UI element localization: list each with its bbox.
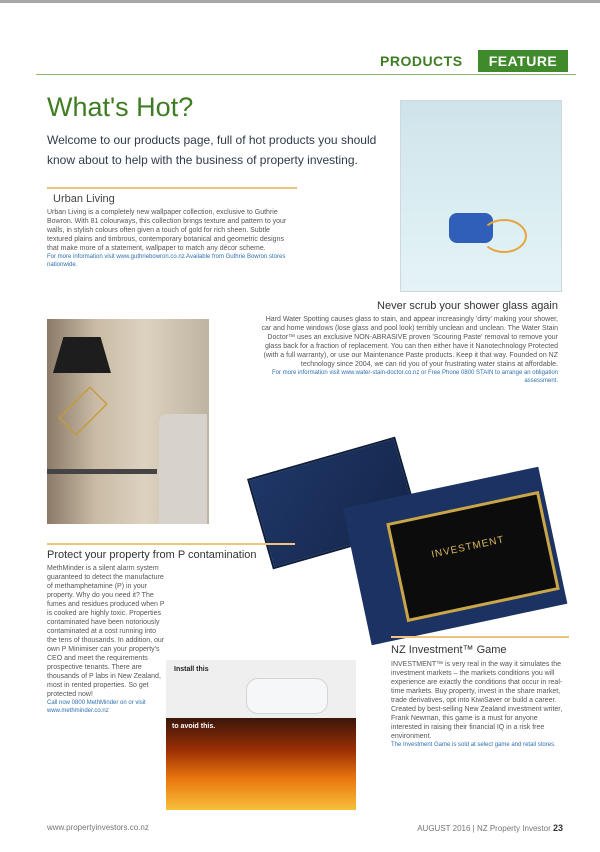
lamp-base-icon: [58, 386, 107, 435]
footer-url[interactable]: www.propertyinvestors.co.nz: [47, 823, 149, 832]
game-box-title: INVESTMENT: [430, 534, 506, 561]
footer-issue: AUGUST 2016 | NZ Property Investor: [417, 824, 551, 833]
wallpaper-room-image: [47, 319, 209, 524]
footer-publication: [417, 823, 563, 833]
side-table-icon: [47, 469, 157, 474]
shower-link[interactable]: For more information visit www.water-stain-doctor.co.nz or Free Phone 0800 STAIN to arrange an obligation assessment.: [271, 370, 558, 384]
urban-heading: Urban Living: [53, 193, 115, 205]
protect-link[interactable]: Call now 0800 MethMinder on or visit www.methminder.co.nz: [47, 700, 146, 714]
shower-article: [258, 300, 558, 385]
section-label-feature: FEATURE: [478, 50, 568, 72]
cable-icon: [481, 219, 527, 253]
urban-link[interactable]: For more information visit www.guthriebowron.co.nz Available from Guthrie Bowron stores nationwide.: [47, 254, 286, 268]
board-game-image: [255, 426, 560, 631]
shower-body: Hard Water Spotting causes glass to stain, and appear increasingly 'dirty' making your shower, car and home windows (lose glass and pool look) terribly unclean and unclean. The Water Stain Doctor™ uses an exclusive NON-ABRASIVE proven 'Scouring Paste' removal to remove your glass back for a fraction of replacement. You can then either have it Nanotechnology Protected (with a full warranty), or use our Maintenance Paste products. Keep it that way. Founded on NZ technology since 2004, we can rid you of your frustrating water stains at affordable.: [261, 316, 558, 368]
shower-heading: Never scrub your shower glass again: [377, 300, 558, 312]
top-rule: [0, 0, 600, 3]
page-number: 23: [552, 823, 563, 833]
install-callout: [166, 660, 356, 720]
chair-icon: [159, 414, 207, 524]
nz-heading: NZ Investment™ Game: [391, 644, 507, 656]
house-fire-image: [166, 718, 356, 810]
detector-device-icon: [246, 678, 328, 714]
protect-body: MethMinder is a silent alarm system guaranteed to detect the manufacture of methamphetamine (P) in your property. Why do you need it? The fumes and residues produced when P is cooked are highly toxic. Properties contaminated have been notoriously contaminated at a cost running into the tens of thousands. In addition, our own P Minimiser can your property's CEO and meet the requirements prospective tenants. There are thousands of P labs in New Zealand, most in rented properties. So get protected now!: [47, 565, 165, 698]
intro-text: Welcome to our products page, full of hot products you should know about to help with the business of property investing.: [47, 133, 377, 167]
protect-heading: Protect your property from P contamination: [47, 549, 257, 561]
nz-game-article: [391, 636, 569, 749]
nz-body: INVESTMENT™ is very real in the way it simulates the investment markets – the markets conditions you will experience are exactly the conditions that occur in real-time markets. Buy property, invest in the share market, trade derivatives, opt into KiwiSaver or build a career. Created by best-selling New Zealand investment writer, Frank Newman, this game is a must for anyone interested in raising their financial IQ in a risk free environment.: [391, 661, 563, 740]
avoid-label: to avoid this.: [172, 723, 216, 730]
shower-product-image: [400, 100, 562, 292]
urban-living-article: [47, 187, 297, 269]
page-title: What's Hot?: [47, 92, 194, 122]
lampshade-icon: [53, 337, 111, 373]
install-label: Install this: [174, 666, 209, 673]
section-divider: [36, 74, 576, 75]
urban-body: Urban Living is a completely new wallpaper collection, exclusive to Guthrie Bowron. With 81 colourways, this collection brings texture and pattern to your walls, in stylish colours often given a touch of gold for rich sheen. Subtle textured plains and timbrous, contemporary botanical and geometric designs that make more of a statement, wallpaper to match any décor scheme.: [47, 209, 287, 252]
nz-link[interactable]: The Investment Game is sold at select game and retail stores.: [391, 742, 556, 748]
section-label-products: PRODUCTS: [380, 53, 463, 69]
